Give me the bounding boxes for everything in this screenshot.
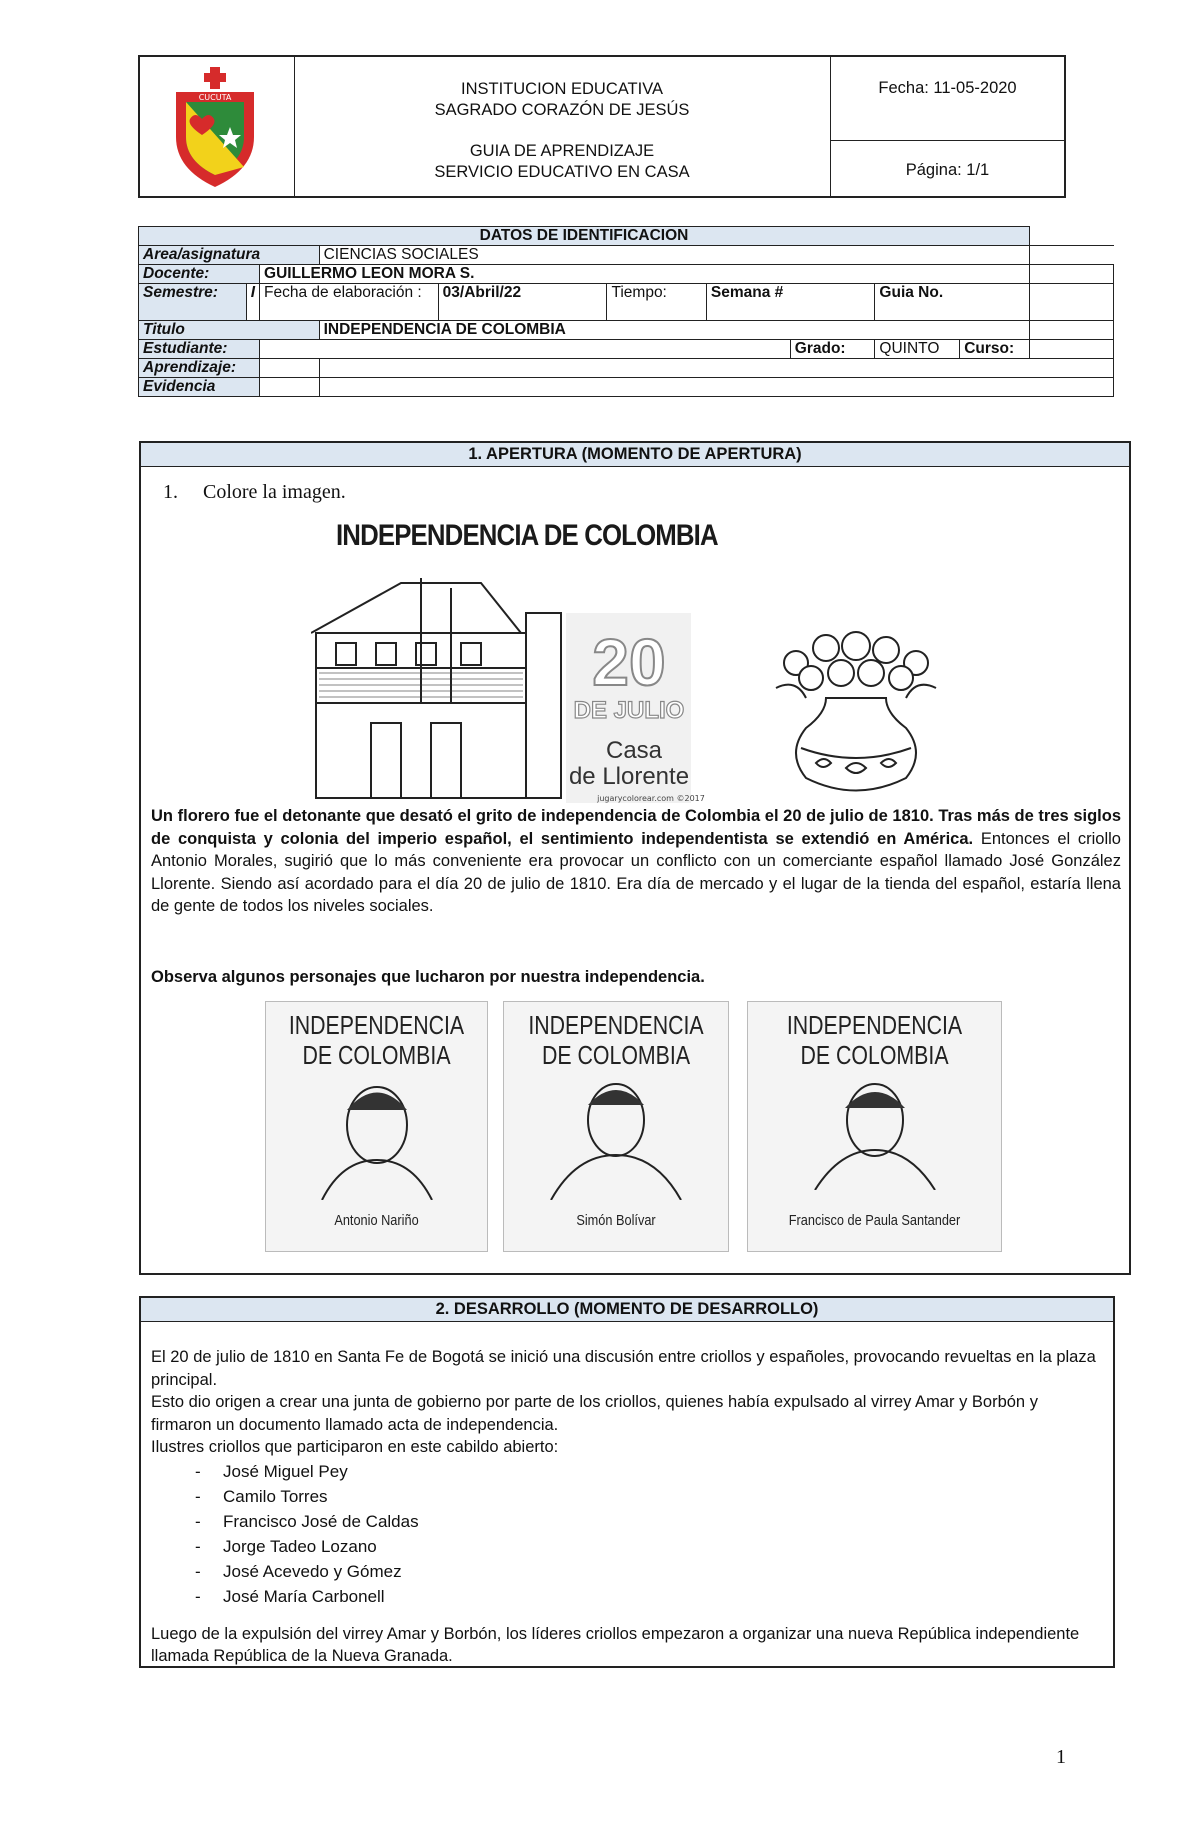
date-big-text: 20 xyxy=(592,625,666,699)
question-text: Colore la imagen. xyxy=(203,481,346,503)
list-item xyxy=(151,1484,1101,1509)
hero-card-narino xyxy=(265,1001,488,1252)
institution-line-2: SAGRADO CORAZÓN DE JESÚS xyxy=(434,101,690,119)
hero-card-bolivar xyxy=(503,1001,729,1252)
portrait-narino xyxy=(302,1070,452,1200)
intro-paragraph-bold: Un florero fue el detonante que desató el grito de independencia de Colombia el 20 de julio de 1810. Tras más de tres siglos de conquista y colonia del imperio español, el sentimiento independentista se extendió en América. xyxy=(151,807,1121,848)
card-title-2: DE COLOMBIA xyxy=(302,1040,451,1070)
titulo-label: Titulo xyxy=(139,321,320,340)
semana-label: Semana # xyxy=(706,284,875,321)
criollos-list xyxy=(151,1459,1101,1609)
list-item xyxy=(151,1534,1101,1559)
curso-value[interactable] xyxy=(1030,340,1114,359)
desarrollo-paragraph-4: Luego de la expulsión del virrey Amar y Borbón, los líderes criollos empezaron a organizar una nueva República independiente llamada República de la Nueva Granada. xyxy=(151,1624,1080,1665)
coloring-image-title: INDEPENDENCIA DE COLOMBIA xyxy=(336,519,718,552)
identification-table xyxy=(138,226,1114,397)
institution-name xyxy=(294,79,830,121)
guia-label: Guia No. xyxy=(875,284,1030,321)
list-item-text: Camilo Torres xyxy=(223,1486,328,1506)
header-page: Página: 1/1 xyxy=(905,161,990,179)
casa-line-1: Casa xyxy=(605,737,663,764)
list-item-text: José María Carbonell xyxy=(223,1586,385,1606)
section-2-body xyxy=(151,1346,1101,1668)
question-number: 1. xyxy=(163,481,178,503)
section-apertura xyxy=(139,441,1131,1275)
semestre-label: Semestre: xyxy=(139,284,247,321)
estudiante-label: Estudiante: xyxy=(139,340,260,359)
flower-vase-drawing xyxy=(756,628,956,798)
section-desarrollo xyxy=(139,1296,1115,1668)
titulo-value: INDEPENDENCIA DE COLOMBIA xyxy=(319,321,1029,340)
section-2-heading: 2. DESARROLLO (MOMENTO DE DESARROLLO) xyxy=(141,1298,1113,1322)
header-title-cell xyxy=(294,57,831,196)
portrait-santander xyxy=(800,1070,950,1190)
section-1-heading: 1. APERTURA (MOMENTO DE APERTURA) xyxy=(141,443,1129,467)
card-name: Francisco de Paula Santander xyxy=(788,1212,961,1229)
guide-name xyxy=(294,141,830,183)
docente-label: Docente: xyxy=(139,265,260,284)
document-header xyxy=(138,55,1066,198)
list-item xyxy=(151,1459,1101,1484)
list-item xyxy=(151,1559,1101,1584)
intro-paragraph xyxy=(151,805,1121,918)
tiempo-label: Tiempo: xyxy=(607,284,706,321)
curso-label: Curso: xyxy=(960,340,1030,359)
card-name: Simón Bolívar xyxy=(576,1212,656,1229)
list-item-text: Jorge Tadeo Lozano xyxy=(223,1536,377,1556)
date-small-text: DE JULIO xyxy=(573,697,685,724)
header-date: Fecha: 11-05-2020 xyxy=(831,57,1064,141)
docente-value: GUILLERMO LEON MORA S. xyxy=(260,265,1030,284)
aprendizaje-value[interactable] xyxy=(319,359,1113,378)
page-number: 1 xyxy=(1056,1746,1066,1768)
card-title-2: DE COLOMBIA xyxy=(800,1040,949,1070)
list-item xyxy=(151,1509,1101,1534)
hero-card-santander xyxy=(747,1001,1002,1252)
institution-line-1: INSTITUCION EDUCATIVA xyxy=(461,80,663,98)
credit-text: jugarycolorear.com ©2017 xyxy=(597,794,705,803)
intro-paragraph-rest: Entonces el criollo Antonio Morales, sugirió que lo más conveniente era provocar un conflicto con un comerciante español llamado José González Llorente. Siendo así acordado para el día 20 de julio de 1810. Era día de mercado y el lugar de la tienda del español, estaría llena de gente de todos los niveles sociales. xyxy=(151,829,1121,915)
observa-text: Observa algunos personajes que lucharon por nuestra independencia. xyxy=(151,968,705,986)
card-title-1: INDEPENDENCIA xyxy=(288,1010,465,1040)
desarrollo-paragraph-3: Ilustres criollos que participaron en este cabildo abierto: xyxy=(151,1438,559,1456)
header-meta-cell xyxy=(831,57,1064,196)
aprendizaje-label: Aprendizaje: xyxy=(139,359,260,378)
card-title-1: INDEPENDENCIA xyxy=(528,1010,704,1040)
fecha-elaboracion-value: 03/Abril/22 xyxy=(438,284,607,321)
card-title-1: INDEPENDENCIA xyxy=(786,1010,963,1040)
estudiante-value[interactable] xyxy=(260,340,791,359)
card-title-2: DE COLOMBIA xyxy=(541,1040,691,1070)
guide-line-1: GUIA DE APRENDIZAJE xyxy=(469,142,655,160)
list-item-text: Francisco José de Caldas xyxy=(223,1511,419,1531)
casa-llorente-drawing xyxy=(311,573,831,803)
evidencia-label: Evidencia xyxy=(139,378,260,397)
list-item-text: José Miguel Pey xyxy=(223,1461,348,1481)
list-item-text: José Acevedo y Gómez xyxy=(223,1561,402,1581)
semestre-value: I xyxy=(246,284,259,321)
fecha-elaboracion-label: Fecha de elaboración : xyxy=(260,284,439,321)
grado-value: QUINTO xyxy=(875,340,960,359)
desarrollo-paragraph-2: Esto dio origen a crear una junta de gobierno por parte de los criollos, quienes había expulsado al virrey Amar y Borbón y firmaron un documento llamado acta de independencia. xyxy=(151,1393,1038,1434)
grado-label: Grado: xyxy=(790,340,875,359)
card-name: Antonio Nariño xyxy=(334,1212,419,1229)
guide-line-2: SERVICIO EDUCATIVO EN CASA xyxy=(434,163,690,181)
area-label: Area/asignatura xyxy=(139,246,320,265)
casa-line-2: de Llorente xyxy=(568,763,690,790)
portrait-bolivar xyxy=(541,1070,691,1200)
question-1 xyxy=(163,481,346,504)
evidencia-value[interactable] xyxy=(319,378,1113,397)
id-table-title: DATOS DE IDENTIFICACION xyxy=(139,227,1030,246)
list-item xyxy=(151,1584,1101,1609)
desarrollo-paragraph-1: El 20 de julio de 1810 en Santa Fe de Bogotá se inició una discusión entre criollos y españoles, provocando revueltas en la plaza principal. xyxy=(151,1348,1096,1389)
svg-text:CUCUTA: CUCUTA xyxy=(198,93,232,102)
school-logo-cell xyxy=(140,57,295,196)
area-value: CIENCIAS SOCIALES xyxy=(319,246,1029,265)
school-shield-logo xyxy=(140,57,294,196)
